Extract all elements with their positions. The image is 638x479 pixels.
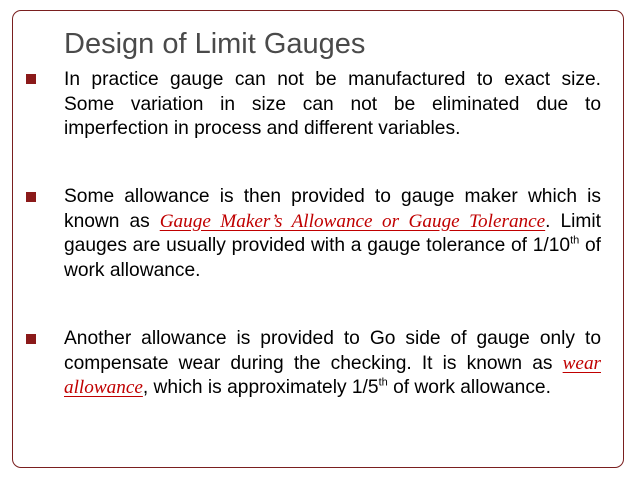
bullet-marker-icon — [26, 334, 36, 344]
bullet-3-mid: , which is approximately 1/5 — [142, 377, 379, 399]
bullet-2-sup: th — [570, 235, 580, 248]
bullet-paragraph-2 — [64, 185, 601, 284]
bullet-3-sup: th — [378, 377, 388, 390]
bullet-3-body — [64, 327, 601, 401]
bullet-2-mid: . Limit gauges are usually provided with a gauge tolerance of 1/10 — [64, 210, 601, 257]
bullet-paragraph-3 — [64, 327, 601, 401]
bullet-3-pre: Another allowance is provided to Go side of gauge only to compensate wear during the checking. It is known as — [64, 328, 601, 374]
bullet-2-pre: Some allowance is then provided to gauge maker which is known as — [64, 186, 601, 232]
gauge-tolerance-term: Gauge Maker’s Allowance or Gauge Tolerance — [159, 210, 546, 232]
bullet-3-post: of work allowance. — [387, 377, 551, 399]
wear-allowance-term: wear allowance — [64, 352, 601, 399]
bullet-marker-icon — [26, 74, 36, 84]
bullet-2-body — [64, 185, 601, 284]
bullet-2-post: of work allowance. — [64, 235, 601, 282]
bullet-marker-icon — [26, 192, 36, 202]
slide-title: Design of Limit Gauges — [64, 28, 366, 60]
bullet-paragraph-1 — [64, 68, 601, 142]
bullet-1-text: In practice gauge can not be manufactured to exact size. Some variation in size can not be eliminated due to imperfection in process and different variables. — [64, 69, 601, 140]
